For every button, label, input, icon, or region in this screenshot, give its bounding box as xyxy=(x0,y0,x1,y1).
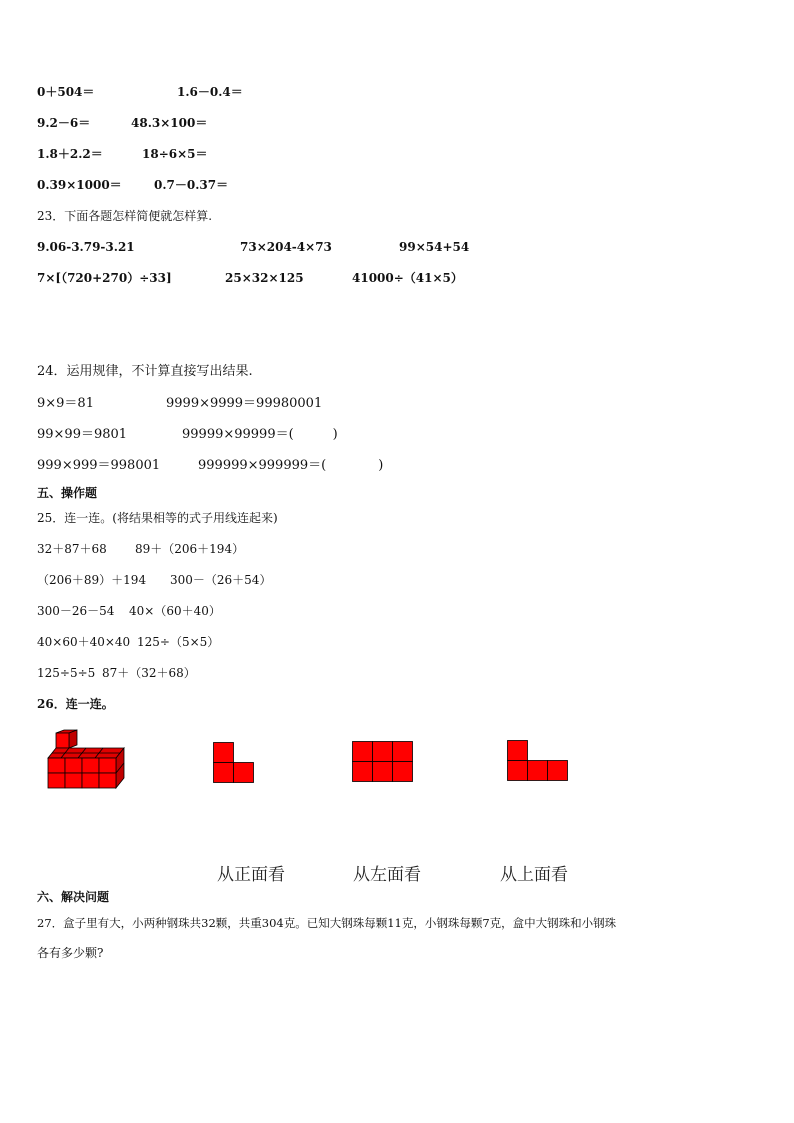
q25-left-2: （206＋89）＋194 xyxy=(37,573,147,587)
calc-4b: 0.7－0.37＝ xyxy=(154,178,229,192)
q23-expr-2: 73×204-4×73 xyxy=(240,240,332,254)
calc-2a: 9.2－6＝ xyxy=(37,116,91,130)
calc-4a: 0.39×1000＝ xyxy=(37,178,122,192)
q25-right-4: 125÷（5×5） xyxy=(137,635,220,649)
view-shape-3 xyxy=(507,740,569,782)
q25-right-1: 89＋（206＋194） xyxy=(135,542,245,556)
q25-left-1: 32＋87＋68 xyxy=(37,542,107,556)
q27-line-1: 27．盒子里有大，小两种钢珠共32颗，共重304克。已知大钢珠每颗11克，小钢珠每颗7克，盒中大钢珠和小钢珠 xyxy=(37,916,617,930)
q27-line-2: 各有多少颗? xyxy=(37,946,104,960)
view-label-front: 从正面看 xyxy=(217,865,285,885)
q26-title: 26．连一连。 xyxy=(37,697,114,711)
q23-expr-5: 25×32×125 xyxy=(225,271,304,285)
calc-3b: 18÷6×5＝ xyxy=(142,147,208,161)
q24-row-2b: 99999×99999＝( ) xyxy=(182,427,338,442)
cube-3d-figure xyxy=(44,730,128,792)
q25-left-3: 300－26－54 xyxy=(37,604,115,618)
q25-right-5: 87＋（32＋68） xyxy=(102,666,196,680)
view-shape-1 xyxy=(213,742,255,784)
q23-expr-3: 99×54+54 xyxy=(399,240,470,254)
q24-row-2a: 99×99＝9801 xyxy=(37,427,128,442)
q23-title: 23．下面各题怎样简便就怎样算. xyxy=(37,209,213,223)
calc-2b: 48.3×100＝ xyxy=(131,116,208,130)
q25-left-4: 40×60＋40×40 xyxy=(37,635,131,649)
section-5-heading: 五、操作题 xyxy=(37,486,98,500)
q24-row-3a: 999×999＝998001 xyxy=(37,458,161,473)
q23-expr-6: 41000÷（41×5） xyxy=(352,271,463,285)
calc-1b: 1.6－0.4＝ xyxy=(177,85,243,99)
view-shape-2 xyxy=(352,741,414,783)
q25-title: 25．连一连。(将结果相等的式子用线连起来) xyxy=(37,511,278,525)
q24-row-1b: 9999×9999＝99980001 xyxy=(166,396,323,411)
view-label-top: 从上面看 xyxy=(500,865,568,885)
q24-title: 24．运用规律，不计算直接写出结果. xyxy=(37,364,253,379)
q23-expr-4: 7×[（720+270）÷33] xyxy=(37,271,172,285)
q25-right-2: 300－（26＋54） xyxy=(170,573,272,587)
q25-right-3: 40×（60＋40） xyxy=(129,604,221,618)
view-label-left: 从左面看 xyxy=(353,865,421,885)
calc-1a: 0＋504＝ xyxy=(37,85,95,99)
q24-row-1a: 9×9＝81 xyxy=(37,396,94,411)
q25-left-5: 125÷5÷5 xyxy=(37,666,96,680)
section-6-heading: 六、解决问题 xyxy=(37,890,110,904)
q23-expr-1: 9.06-3.79-3.21 xyxy=(37,240,135,254)
q24-row-3b: 999999×999999＝( ) xyxy=(198,458,384,473)
calc-3a: 1.8＋2.2＝ xyxy=(37,147,103,161)
